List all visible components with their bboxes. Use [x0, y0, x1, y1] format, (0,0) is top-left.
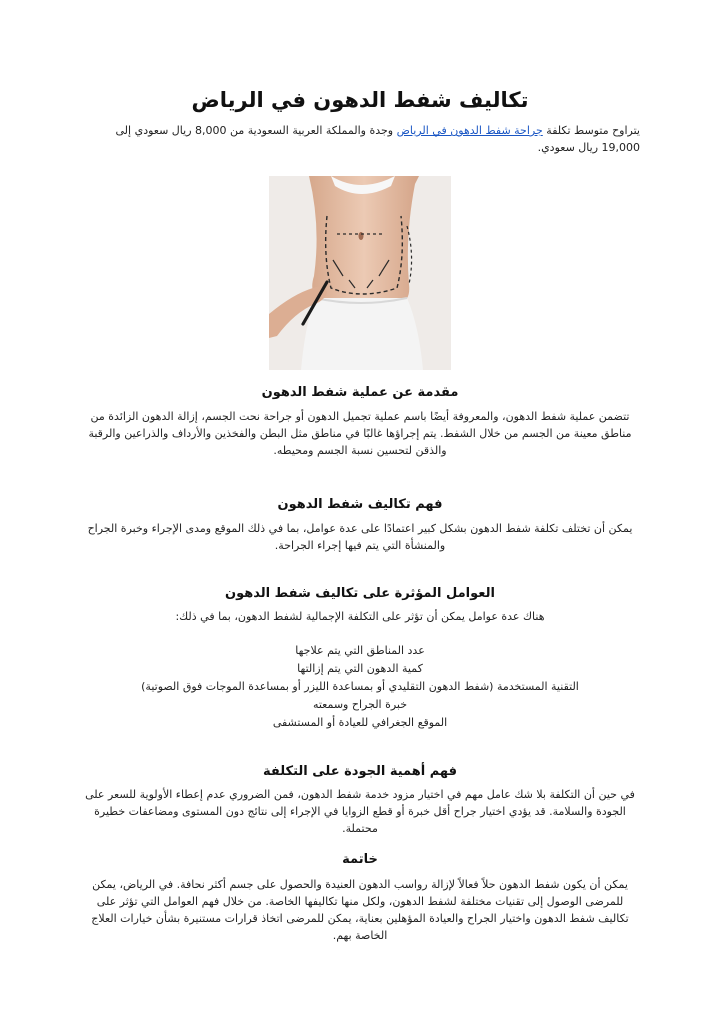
list-item: خبرة الجراح وسمعته [312, 698, 408, 711]
intro-text-after: وجدة والمملكة العربية السعودية من 8,000 ريال سعودي إلى 19,000 ريال سعودي. [115, 124, 640, 154]
abdomen-liposuction-markings-photo [269, 176, 451, 370]
factors-list [80, 642, 640, 732]
quality-paragraph: في حين أن التكلفة بلا شك عامل مهم في اختيار مزود خدمة شفط الدهون، فمن الضروري عدم إعطاء الأولوية للسعر على الجودة والسلامة. قد يؤدي اختيار جراح أقل خبرة أو قطع الزوايا في الإجراء إلى نتائج دون المستوى ومضاعفات خطيرة محتملة. [85, 788, 635, 835]
overview-paragraph: تتضمن عملية شفط الدهون، والمعروفة أيضًا باسم عملية تجميل الدهون أو جراحة نحت الجسم، إزالة الدهون الزائدة من مناطق معينة من الجسم من خلال الشفط. يتم إجراؤها غالبًا في مناطق مثل البطن والفخذين والأرداف والذراعين والرقبة والذقن لتحسين نسبة الجسم ومحيطه. [88, 410, 632, 457]
intro-text-before: يتراوح متوسط تكلفة [542, 124, 640, 137]
liposuction-riyadh-link[interactable]: جراحة شفط الدهون في الرياض [396, 124, 543, 137]
list-item: كمية الدهون التي يتم إزالتها [297, 662, 423, 675]
quality-heading: فهم أهمية الجودة على التكلفة [262, 764, 458, 779]
conclusion-heading: خاتمة [342, 852, 378, 867]
page-title: تكاليف شفط الدهون في الرياض [191, 88, 529, 112]
factors-lead: هناك عدة عوامل يمكن أن تؤثر على التكلفة الإجمالية لشفط الدهون، بما في ذلك: [175, 610, 545, 623]
intro-paragraph [80, 122, 640, 156]
list-item: التقنية المستخدمة (شفط الدهون التقليدي أو بمساعدة الليزر أو بمساعدة الموجات فوق الصوتية) [141, 680, 579, 693]
overview-heading: مقدمة عن عملية شفط الدهون [261, 385, 459, 400]
list-item: عدد المناطق التي يتم علاجها [295, 644, 425, 657]
conclusion-paragraph: يمكن أن يكون شفط الدهون حلاً فعالاً لإزالة رواسب الدهون العنيدة والحصول على جسم أكثر نحافة. في الرياض، يمكن للمرضى الوصول إلى تقنيات مختلفة لشفط الدهون، ولكل منها تكاليفها الخاصة. من خلال فهم العوامل التي تؤثر على تكاليف شفط الدهون واختيار الجراح والعيادة المؤهلين بعناية، يمكن للمرضى اتخاذ قرارات مستنيرة بشأن خيارات العلاج الخاصة بهم. [91, 878, 629, 942]
abdomen-illustration [269, 176, 451, 370]
understanding-paragraph: يمكن أن تختلف تكلفة شفط الدهون بشكل كبير اعتمادًا على عدة عوامل، بما في ذلك الموقع ومدى الإجراء وخبرة الجراح والمنشأة التي يتم فيها إجراء الجراحة. [87, 522, 633, 552]
factors-heading: العوامل المؤثرة على تكاليف شفط الدهون [225, 586, 495, 601]
list-item: الموقع الجغرافي للعيادة أو المستشفى [272, 716, 448, 729]
understanding-heading: فهم تكاليف شفط الدهون [277, 497, 443, 512]
